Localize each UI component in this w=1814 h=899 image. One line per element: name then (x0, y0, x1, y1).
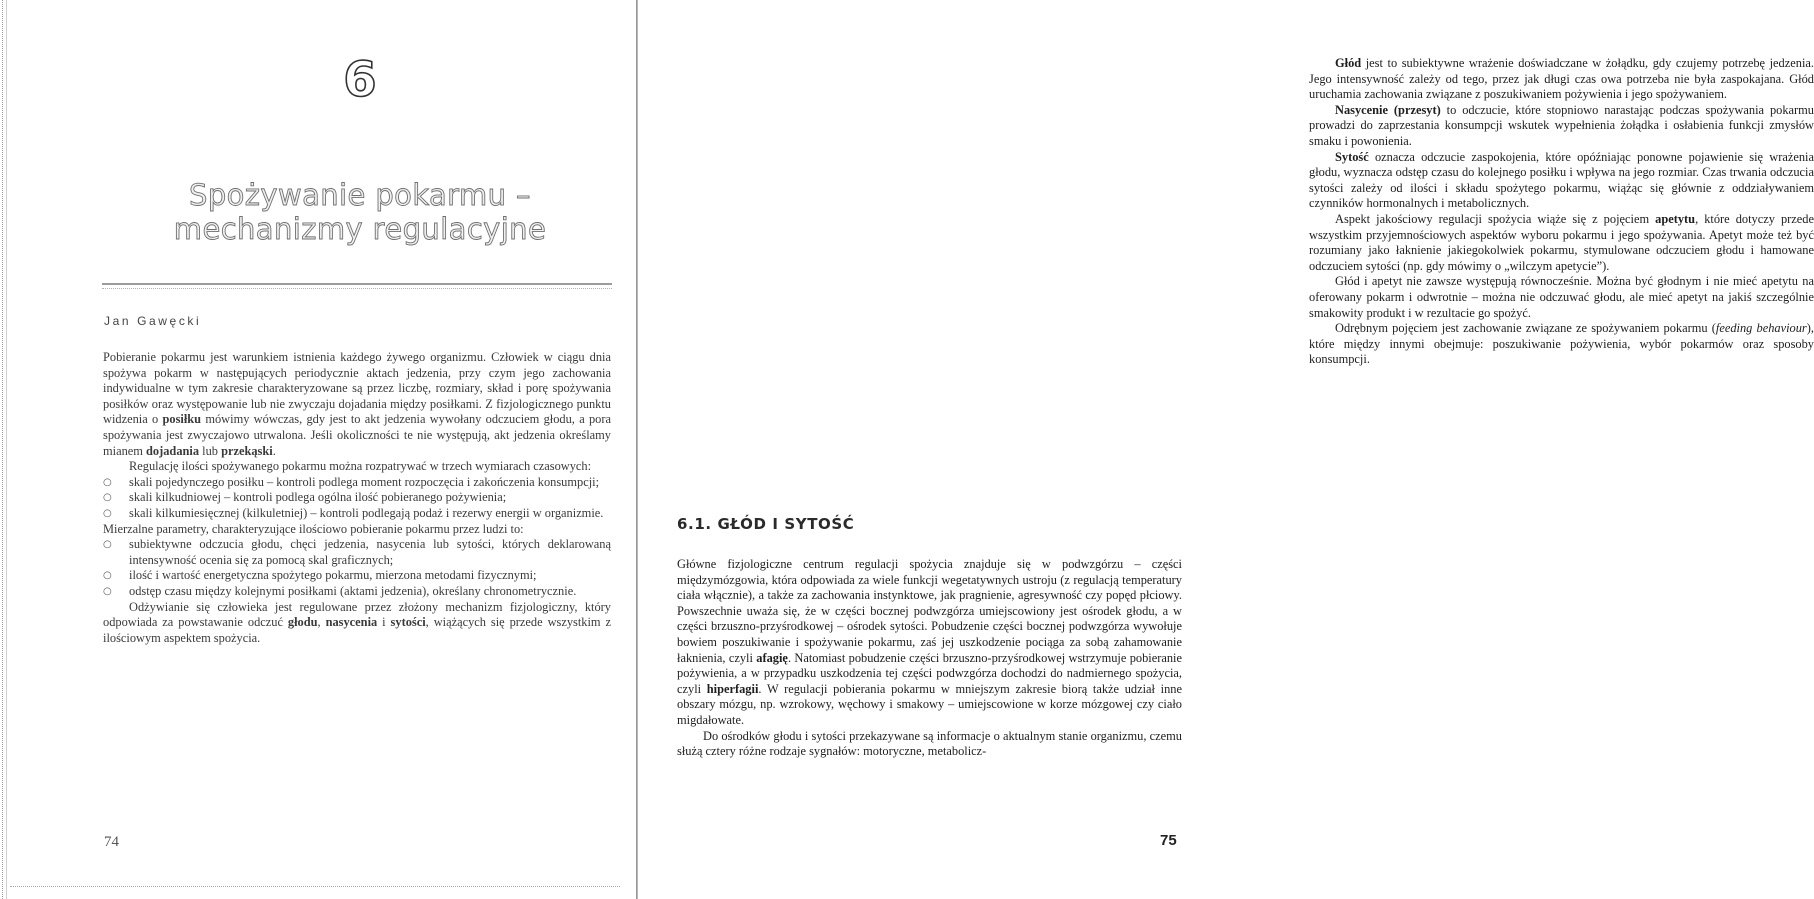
text-run: , (317, 615, 326, 630)
term-hiperfagia: hiperfagii (706, 681, 759, 696)
paragraph-glod-apetyt: Głód i apetyt nie zawsze występują równocześnie. Można być głodnym i nie mieć apetytu na oferowany pokarm i odwrotnie – można nie odczuwać głodu, ale mieć apetyt na jakiś szczególnie smakowity produkt i w rezultacie go spożyć. (1309, 274, 1814, 320)
text-run: , które dotyczy przede wszystkim przyjemnościowych aspektów wyboru pokarmu i jego spożywania. Apetyt może też być rozumiany jako łaknienie jakiegokolwiek pokarmu, stymulowane odczuciem głodu i hamowane odczuciem sytości (np. gdy mówimy o „wilczym apetycie”). (1309, 211, 1814, 273)
text-run: mówimy wówczas, gdy jest to akt jedzenia wywołany odczuciem głodu, a pora spożywania jest zwyczajowo utrwalona. Jeśli okoliczności te nie występują, akt jedzenia określamy mianem (103, 412, 611, 458)
list-item (103, 490, 611, 506)
section-body-text (677, 557, 1182, 760)
text-run: oznacza odczucie zaspokojenia, które opóźniając ponowne pojawienie się wrażenia głodu, wyznacza odstęp czasu do kolejnego posiłku i wpływa na jego rozmiar. Czas trwania odczucia sytości zależy od ilości i składu spożytego pokarmu, wiążąc się głównie z oddziaływaniem czynników hormonalnych i metabolicznych. (1309, 149, 1814, 211)
title-rule-dotted (102, 288, 612, 289)
paragraph-apetyt (1309, 212, 1814, 274)
left-body-text (103, 350, 611, 646)
bullet-icon: ○ (103, 539, 112, 551)
chapter-title-line2: mechanizmy regulacyjne (173, 212, 547, 246)
time-scale-list (103, 475, 611, 522)
text-run: . Natomiast pobudzenie części brzuszno-przyśrodkowej wstrzymuje pobieranie pożywienia, a w przypadku uszkodzenia tej części podwzgórza dochodzi do nadmiernego spożycia, czyli (677, 650, 1182, 696)
bullet-icon: ○ (103, 476, 112, 488)
list-item-text: skali kilkudniowej – kontroli podlega ogólna ilość pobieranego pożywienia; (129, 490, 507, 505)
paragraph-nasycenie (1309, 103, 1814, 150)
text-run: i (377, 615, 391, 630)
text-run: . W regulacji pobierania pokarmu w mniejszym zakresie biorą także udział inne obszary mózgu, np. wzrokowy, węchowy i smakowy – umiejscowione w korze mózgowej czy ciało migdałowate. (677, 681, 1182, 727)
text-run: lub (199, 443, 222, 458)
term-posilek: posiłku (162, 412, 202, 427)
term-nasycenie: Nasycenie (przesyt) (1335, 102, 1441, 117)
term-sytosc: Sytość (1335, 149, 1369, 164)
term-glod: Głód (1335, 56, 1362, 70)
list-item-text: odstęp czasu między kolejnymi posiłkami (aktami jedzenia), określany chronometrycznie. (129, 583, 577, 598)
paragraph-glod (1309, 56, 1814, 103)
bullet-icon: ○ (103, 570, 112, 582)
title-rule (102, 283, 612, 285)
paragraph-regulation: Regulację ilości spożywanego pokarmu można rozpatrywać w trzech wymiarach czasowych: (129, 459, 592, 474)
right-body-text (1309, 56, 1814, 368)
text-run: Pobieranie pokarmu jest warunkiem istnienia każdego żywego organizmu. Człowiek w ciągu dnia spożywa pokarm w następujących periodycznie aktach jedzenia, przy czym jego zachowania indywidualne w tym zakresie charakteryzowane są przez liczbę, rozmiary, skład i porę spożywania posiłków oraz występowanie lub nie zwyczaju dojadania między posiłkami. Z fizjologicznego punktu widzenia o (103, 350, 611, 427)
list-item-text: skali pojedynczego posiłku – kontroli podlega moment rozpoczęcia i zakończenia konsumpcji; (129, 474, 600, 489)
text-run: , wiążących się przede wszystkim z ilościowym aspektem spożycia. (103, 615, 612, 645)
section-heading: 6.1. GŁÓD I SYTOŚĆ (677, 515, 855, 533)
page-number-left: 74 (104, 834, 119, 850)
text-run: Odżywianie się człowieka jest regulowane przez złożony mechanizm fizjologiczny, który odpowiada za powstawanie odczuć (103, 599, 611, 630)
list-item (103, 537, 611, 568)
bullet-icon: ○ (103, 507, 112, 519)
term-glod: głodu (287, 615, 318, 630)
term-dojadanie: dojadania (146, 443, 200, 458)
list-item-text: skali kilkumiesięcznej (kilkuletniej) – kontroli podlegają podaż i rezerwy energii w organizmie. (129, 505, 604, 520)
paragraph-mechanism (103, 600, 611, 647)
paragraph-feeding-behaviour (1309, 321, 1814, 368)
bullet-icon: ○ (103, 492, 112, 504)
text-run: Aspekt jakościowy regulacji spożycia wiąże się z pojęciem (1335, 211, 1656, 226)
term-przekaska: przekąski (221, 443, 273, 458)
chapter-title (150, 178, 570, 246)
paragraph-hypothalamus (677, 557, 1182, 729)
chapter-title-line1: Spożywanie pokarmu – (189, 178, 531, 212)
text-run: jest to subiektywne wrażenie doświadczane w żołądku, gdy czujemy potrzebę jedzenia. Jego intensywność zależy od tego, przez jak długi czas owa potrzeba nie była zaspokajana. Głód uruchamia zachowania związane z poszukiwaniem pożywienia i jego spożywaniem. (1309, 56, 1814, 102)
term-feeding-behaviour: feeding behaviour (1715, 321, 1807, 336)
text-run: Główne fizjologiczne centrum regulacji spożycia znajduje się w podwzgórzu – części międzymózgowia, która odpowiada za wiele funkcji wegetatywnych ustroju (z regulacją temperatury ciała włącznie), a także za zachowania instynktowe, jak pragnienie, agresywność czy popęd płciowy. Powszechnie uważa się, że w części bocznej podwzgórza umiejscowiony jest ośrodek głodu, a w części brzuszno-przyśrodkowej – ośrodek sytości. Pobudzenie części bocznej podwzgórza wywołuje bowiem poszukiwanie i spożywanie pokarmu, zaś jej uszkodzenie pociąga za sobą zahamowanie łaknienia, czyli (677, 557, 1182, 665)
list-item (103, 584, 611, 600)
left-page (0, 0, 630, 899)
paragraph-intro (103, 350, 611, 459)
text-run: ), które między innymi obejmuje: poszukiwanie pożywienia, wybór pokarmów oraz sposoby konsumpcji. (1309, 321, 1814, 367)
author-name: Jan Gawęcki (104, 314, 202, 328)
paragraph-signals: Do ośrodków głodu i sytości przekazywane są informacje o aktualnym stanie organizmu, czemu służą cztery różne rodzaje sygnałów: motoryczne, metabolicz- (677, 728, 1182, 759)
paragraph-parameters: Mierzalne parametry, charakteryzujące ilościowo pobieranie pokarmu przez ludzi to: (103, 521, 524, 536)
term-apetyt: apetytu (1655, 211, 1696, 226)
bullet-icon: ○ (103, 585, 112, 597)
term-afagia: afagię (756, 650, 788, 665)
parameters-list (103, 537, 611, 599)
paragraph-sytosc (1309, 150, 1814, 212)
list-item-text: ilość i wartość energetyczna spożytego pokarmu, mierzona metodami fizycznymi; (129, 568, 537, 583)
chapter-number: 6 (343, 52, 377, 108)
list-item (103, 568, 611, 584)
term-nasycenie: nasycenia (325, 615, 378, 630)
list-item-text: subiektywne odczucia głodu, chęci jedzenia, nasycenia lub sytości, których deklarowaną intensywność ocenia się za pomocą skal graficznych; (129, 537, 611, 567)
page-number-right: 75 (1160, 832, 1177, 849)
list-item (103, 506, 611, 522)
list-item (103, 475, 611, 491)
term-sytosc: sytości (390, 615, 426, 630)
text-run: Odrębnym pojęciem jest zachowanie związane ze spożywaniem pokarmu ( (1335, 321, 1716, 336)
right-page (632, 0, 1814, 899)
text-run: to odczucie, które stopniowo narastając podczas spożywania pokarmu prowadzi do zaprzestania konsumpcji wskutek wypełnienia żołądka i osłabienia funkcji zmysłów smaku i powonienia. (1309, 102, 1814, 148)
text-run: . (272, 443, 276, 458)
